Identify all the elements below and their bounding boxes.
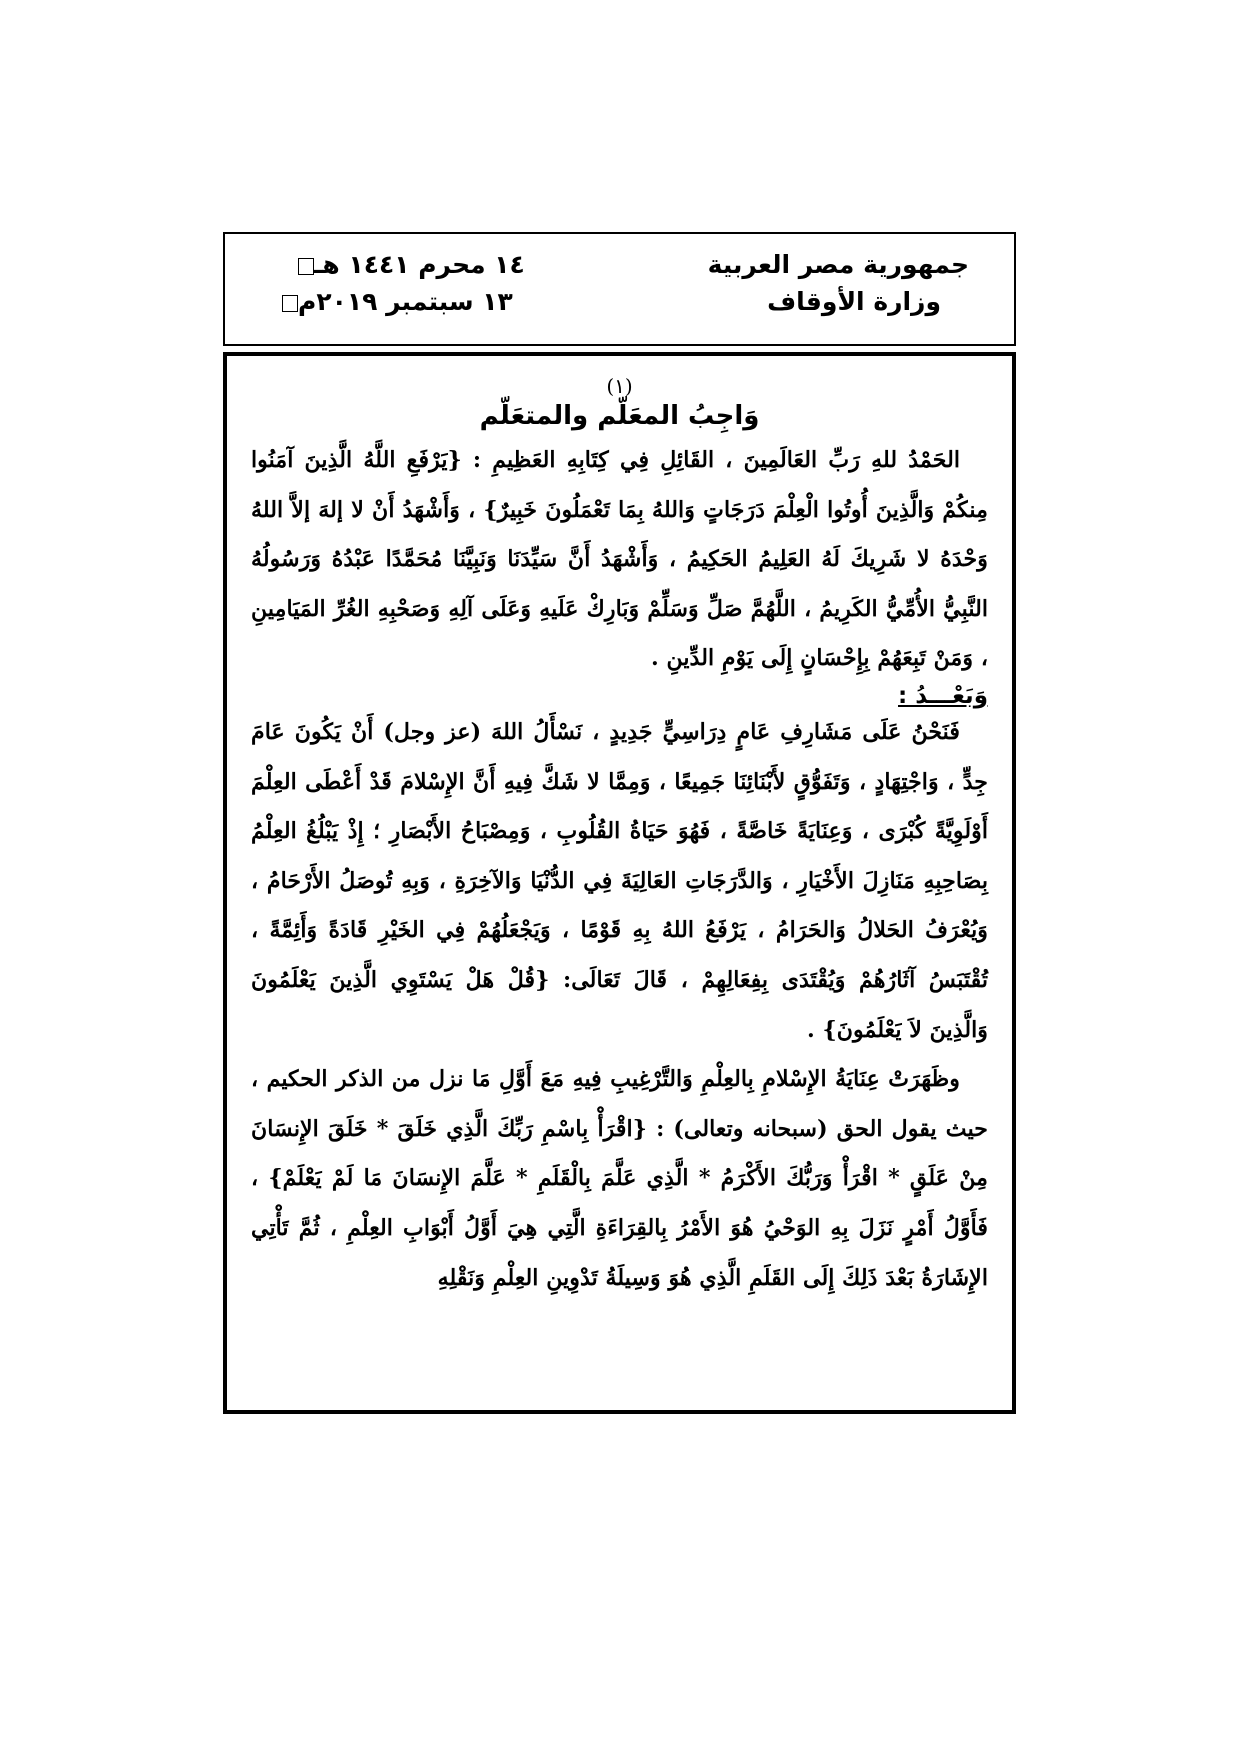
- opening-paragraph: الحَمْدُ للهِ رَبِّ العَالَمِينَ ، القَائِلِ فِي كِتَابِهِ العَظِيمِ : {يَرْفَعِ اللَّهُ الَّذِينَ آمَنُوا مِنكُمْ وَالَّذِينَ أُوتُوا الْعِلْمَ دَرَجَاتٍ وَاللهُ بِمَا تَعْمَلُونَ خَبِيرٌ} ، وَأَشْهَدُ أَنْ لا إلهَ إلاَّ اللهُ وَحْدَهُ لا شَرِيكَ لَهُ العَلِيمُ الحَكِيمُ ، وَأَشْهَدُ أَنَّ سَيِّدَنَا وَنَبِيَّنَا مُحَمَّدًا عَبْدُهُ وَرَسُولُهُ النَّبِيُّ الأُمِّيُّ الكَرِيمُ ، اللَّهُمَّ صَلِّ وَسَلِّمْ وَبَارِكْ عَلَيهِ وَعَلَى آلِهِ وَصَحْبِهِ الغُرِّ المَيَامِينِ ، وَمَنْ تَبِعَهُمْ بِإِحْسَانٍ إِلَى يَوْمِ الدِّينِ .: [251, 447, 988, 672]
- header-dates: [280, 246, 525, 320]
- placeholder-glyph: [298, 258, 314, 275]
- header-box: [223, 232, 1016, 346]
- country-name: جمهورية مصر العربية: [707, 250, 969, 279]
- hijri-date-line: [280, 246, 525, 283]
- ministry-name: وزارة الأوقاف: [767, 287, 941, 316]
- placeholder-glyph: [282, 295, 298, 312]
- header-institution: [708, 246, 969, 320]
- body-paragraph-3: وظَهَرَتْ عِنَايَةُ الإِسْلامِ بِالعِلْمِ وَالتَّرْغِيبِ فِيهِ مَعَ أَوَّلِ مَا نزل من الذكر الحكيم ، حيث يقول الحق (سبحانه وتعالى) : {اقْرَأْ بِاسْمِ رَبِّكَ الَّذِي خَلَقَ * خَلَقَ الإِنسَانَ مِنْ عَلَقٍ * اقْرَأْ وَرَبُّكَ الأَكْرَمُ * الَّذِي عَلَّمَ بِالْقَلَمِ * عَلَّمَ الإِنسَانَ مَا لَمْ يَعْلَمْ} ، فَأَوَّلُ أَمْرٍ نَزَلَ بِهِ الوَحْيُ هُوَ الأَمْرُ بِالقِرَاءَةِ الَّتِي هِيَ أَوَّلُ أَبْوَابِ العِلْمِ ، ثُمَّ تَأْتِي الإِشَارَةُ بَعْدَ ذَلِكَ إِلَى القَلَمِ الَّذِي هُوَ وَسِيلَةُ تَدْوِينِ العِلْمِ وَنَقْلِهِ: [251, 1066, 988, 1291]
- content-box: [223, 352, 1016, 1414]
- page-title: وَاجِبُ المعَلّم والمتعَلّم: [479, 401, 760, 431]
- body-paragraph-2: فَنَحْنُ عَلَى مَشَارِفِ عَامٍ دِرَاسِيٍّ جَدِيدٍ ، نَسْأَلُ اللهَ (عز وجل) أَنْ يَكُونَ عَامَ جِدٍّ ، وَاجْتِهَادٍ ، وَتَفَوُّقٍ لأَبْنَائِنَا جَمِيعًا ، وَمِمَّا لا شَكَّ فِيهِ أَنَّ الإِسْلامَ قَدْ أَعْطَى العِلْمَ أَوْلَوِيَّةً كُبْرَى ، وَعِنَايَةً خَاصَّةً ، فَهُوَ حَيَاةُ القُلُوبِ ، وَمِصْبَاحُ الأَبْصَارِ ؛ إِذْ يَبْلُغُ العِلْمُ بِصَاحِبِهِ مَنَازِلَ الأَخْيَارِ ، وَالدَّرَجَاتِ العَالِيَةَ فِي الدُّنْيَا وَالآخِرَةِ ، وَبِهِ تُوصَلُ الأَرْحَامُ ، وَيُعْرَفُ الحَلالُ وَالحَرَامُ ، يَرْفَعُ اللهُ بِهِ قَوْمًا ، وَيَجْعَلُهُمْ فِي الخَيْرِ قَادَةً وَأَئِمَّةً ، تُقْتَبَسُ آثَارُهُمْ وَيُقْتَدَى بِفِعَالِهِمْ ، قَالَ تَعَالَى: {قُلْ هَلْ يَسْتَوِي الَّذِينَ يَعْلَمُونَ وَالَّذِينَ لاَ يَعْلَمُونَ} .: [251, 718, 988, 1043]
- section-heading: وَبَعْـــدُ :: [898, 682, 988, 709]
- hijri-date: ١٤ محرم ١٤٤١ هـ: [313, 250, 525, 279]
- page-number: (١): [606, 374, 633, 398]
- gregorian-date: ١٣ سبتمبر ٢٠١٩م: [298, 287, 513, 316]
- gregorian-date-line: [280, 283, 525, 320]
